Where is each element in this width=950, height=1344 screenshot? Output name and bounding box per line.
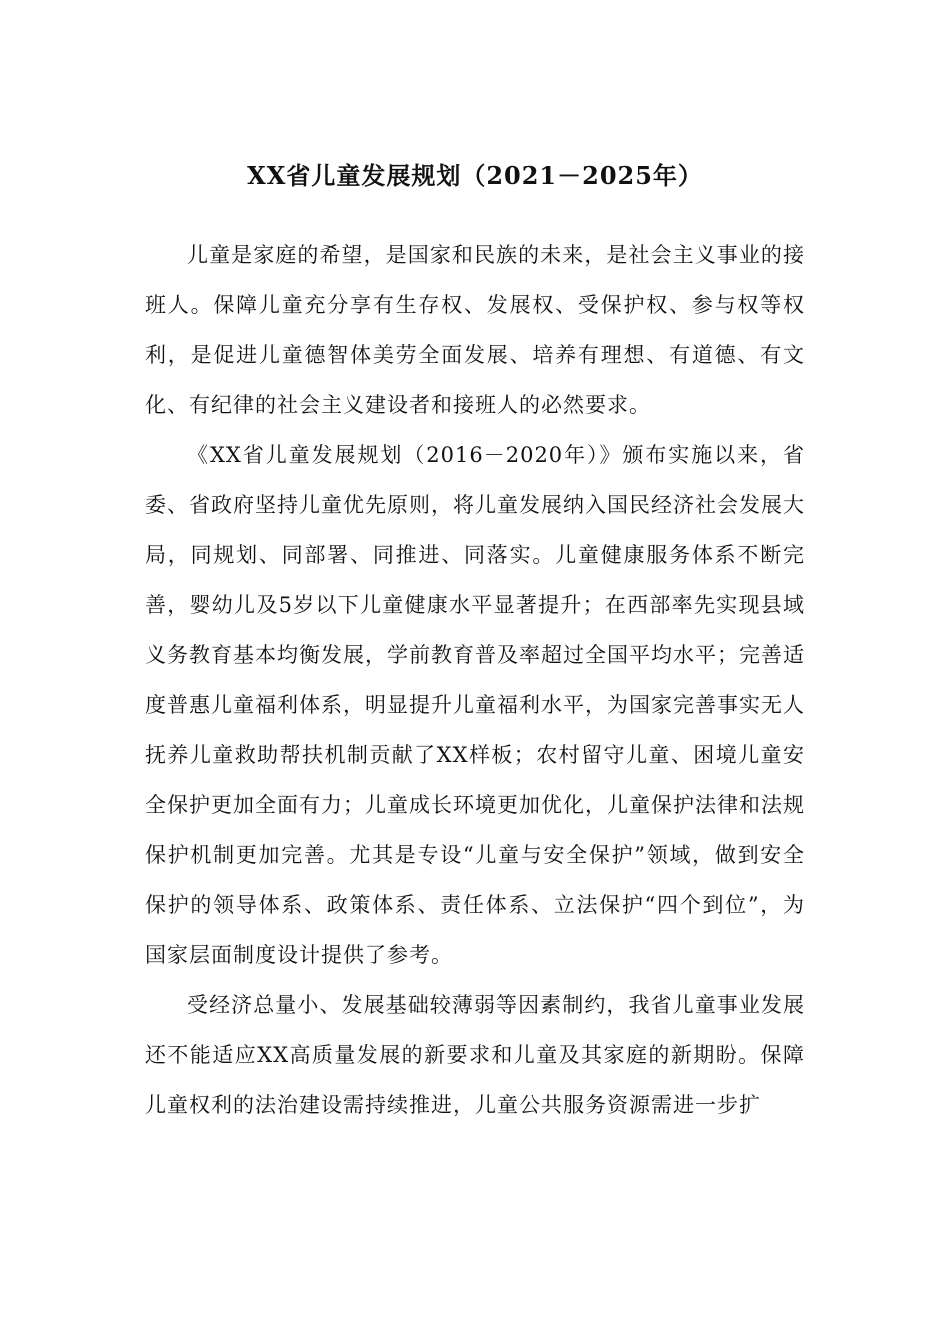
paragraph-intro: 儿童是家庭的希望，是国家和民族的未来，是社会主义事业的接班人。保障儿童充分享有生存权、发展权、受保护权、参与权等权利，是促进儿童德智体美劳全面发展、培养有理想、有道德、有文化、有纪律的社会主义建设者和接班人的必然要求。 [145,243,805,417]
document-title: XX省儿童发展规划（2021－2025年） [247,161,703,190]
document-body [145,230,805,1130]
paragraph-achievements: 《XX省儿童发展规划（2016－2020年）》颁布实施以来，省委、省政府坚持儿童优先原则，将儿童发展纳入国民经济社会发展大局，同规划、同部署、同推进、同落实。儿童健康服务体系不断完善，婴幼儿及5岁以下儿童健康水平显著提升；在西部率先实现县域义务教育基本均衡发展，学前教育普及率超过全国平均水平；完善适度普惠儿童福利体系，明显提升儿童福利水平，为国家完善事实无人抚养儿童救助帮扶机制贡献了XX样板；农村留守儿童、困境儿童安全保护更加全面有力；儿童成长环境更加优化，儿童保护法律和法规保护机制更加完善。尤其是专设“儿童与安全保护”领域，做到安全保护的领导体系、政策体系、责任体系、立法保护“四个到位”，为国家层面制度设计提供了参考。 [145,443,805,967]
paragraph-challenges: 受经济总量小、发展基础较薄弱等因素制约，我省儿童事业发展还不能适应XX高质量发展的新要求和儿童及其家庭的新期盼。保障儿童权利的法治建设需持续推进，儿童公共服务资源需进一步扩 [145,993,805,1117]
